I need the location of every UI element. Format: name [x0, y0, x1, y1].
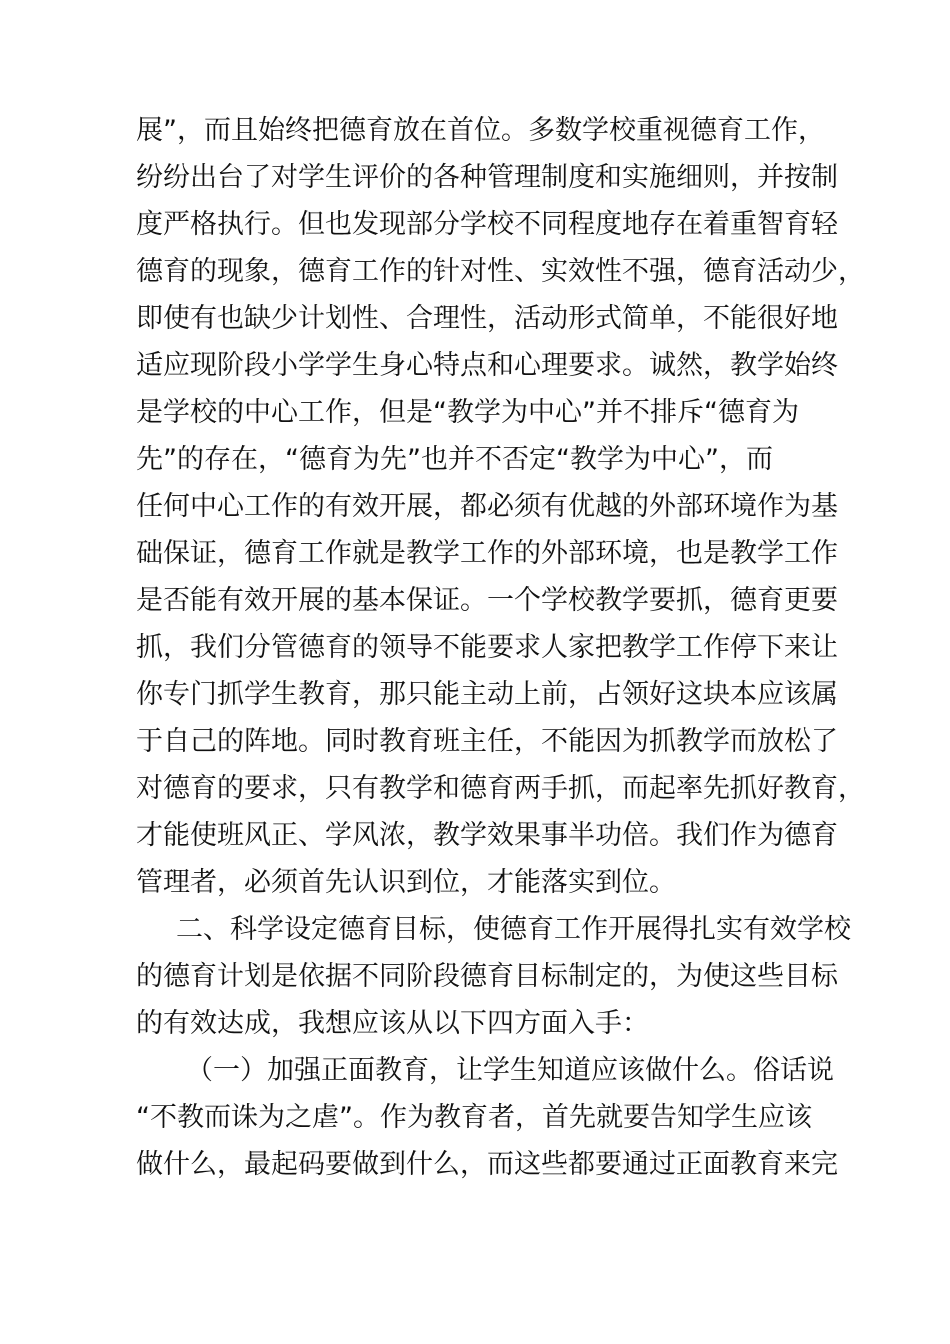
subsection-heading-line: （一）加强正面教育，让学生知道应该做什么。俗话说	[186, 1055, 834, 1086]
text-line: 才能使班风正、学风浓，教学效果事半功倍。我们作为德育	[136, 820, 838, 851]
text-line: 度严格执行。但也发现部分学校不同程度地存在着重智育轻	[136, 209, 838, 240]
text-line: 展”，而且始终把德育放在首位。多数学校重视德育工作，	[136, 115, 825, 146]
text-line: 适应现阶段小学学生身心特点和心理要求。诚然，教学始终	[136, 350, 838, 381]
text-line: 对德育的要求，只有教学和德育两手抓，而起率先抓好教育，	[136, 773, 865, 804]
text-line: 做什么，最起码要做到什么，而这些都要通过正面教育来完	[136, 1149, 838, 1180]
text-line: 是否能有效开展的基本保证。一个学校教学要抓，德育更要	[136, 585, 838, 616]
text-line: 的有效达成，我想应该从以下四方面入手：	[136, 1008, 649, 1039]
text-line: 德育的现象，德育工作的针对性、实效性不强，德育活动少，	[136, 256, 865, 287]
text-line: 管理者，必须首先认识到位，才能落实到位。	[136, 867, 676, 898]
text-line: 于自己的阵地。同时教育班主任，不能因为抓教学而放松了	[136, 726, 838, 757]
text-line: 抓，我们分管德育的领导不能要求人家把教学工作停下来让	[136, 632, 838, 663]
text-line: 先”的存在，“德育为先”也并不否定“教学为中心”，而	[136, 444, 773, 475]
text-line: 纷纷出台了对学生评价的各种管理制度和实施细则，并按制	[136, 162, 838, 193]
section-heading-line: 二、科学设定德育目标，使德育工作开展得扎实有效学校	[176, 914, 851, 945]
text-line: 础保证，德育工作就是教学工作的外部环境，也是教学工作	[136, 538, 838, 569]
text-line: 即使有也缺少计划性、合理性，活动形式简单，不能很好地	[136, 303, 838, 334]
text-line: 任何中心工作的有效开展，都必须有优越的外部环境作为基	[136, 491, 838, 522]
text-line: “不教而诛为之虐”。作为教育者，首先就要告知学生应该	[136, 1102, 812, 1133]
text-line: 是学校的中心工作，但是“教学为中心”并不排斥“德育为	[136, 397, 799, 428]
text-line: 的德育计划是依据不同阶段德育目标制定的，为使这些目标	[136, 961, 838, 992]
body-text	[136, 107, 865, 1188]
text-line: 你专门抓学生教育，那只能主动上前，占领好这块本应该属	[136, 679, 838, 710]
